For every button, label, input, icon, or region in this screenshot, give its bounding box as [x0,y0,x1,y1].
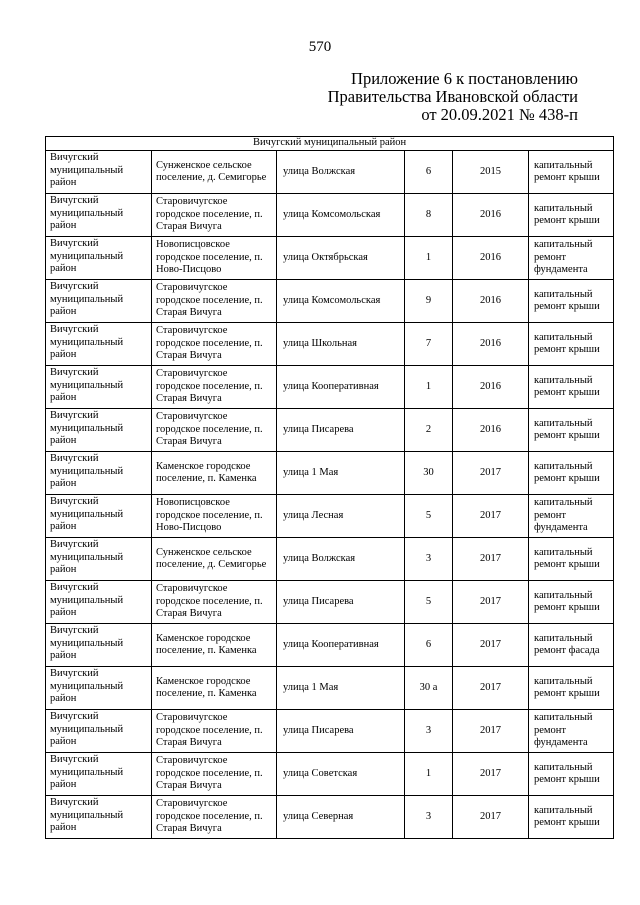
settlement-cell: Старовичугское городское поселение, п. Старая Вичуга [152,366,277,409]
settlement-cell: Старовичугское городское поселение, п. Старая Вичуга [152,581,277,624]
year-cell: 2016 [453,409,529,452]
district-cell: Вичугский муниципальный район [46,194,152,237]
table-row [46,409,614,452]
district-cell: Вичугский муниципальный район [46,151,152,194]
settlement-cell: Старовичугское городское поселение, п. Старая Вичуга [152,280,277,323]
house-number-cell: 5 [405,495,453,538]
settlement-cell: Сунженское сельское поселение, д. Семигорье [152,151,277,194]
table-row [46,151,614,194]
street-cell: улица Комсомольская [277,280,405,323]
house-number-cell: 9 [405,280,453,323]
year-cell: 2015 [453,151,529,194]
work-type-cell: капитальный ремонт крыши [529,409,614,452]
district-cell: Вичугский муниципальный район [46,452,152,495]
settlement-cell: Старовичугское городское поселение, п. Старая Вичуга [152,753,277,796]
settlement-cell: Каменское городское поселение, п. Каменка [152,667,277,710]
table-row [46,495,614,538]
header-line-2: Правительства Ивановской области [327,87,578,106]
year-cell: 2016 [453,237,529,280]
settlement-cell: Каменское городское поселение, п. Каменка [152,624,277,667]
district-cell: Вичугский муниципальный район [46,710,152,753]
settlement-cell: Старовичугское городское поселение, п. Старая Вичуга [152,796,277,839]
street-cell: улица Кооперативная [277,624,405,667]
work-type-cell: капитальный ремонт крыши [529,151,614,194]
settlement-cell: Новописцовское городское поселение, п. Ново-Писцово [152,495,277,538]
year-cell: 2017 [453,495,529,538]
work-type-cell: капитальный ремонт крыши [529,667,614,710]
settlement-cell: Старовичугское городское поселение, п. Старая Вичуга [152,194,277,237]
year-cell: 2016 [453,323,529,366]
page-number: 570 [308,39,332,55]
district-cell: Вичугский муниципальный район [46,796,152,839]
house-number-cell: 30 а [405,667,453,710]
street-cell: улица Волжская [277,151,405,194]
house-number-cell: 30 [405,452,453,495]
table-row [46,452,614,495]
table-row [46,323,614,366]
section-header-row [46,137,614,151]
year-cell: 2016 [453,366,529,409]
street-cell: улица Школьная [277,323,405,366]
district-cell: Вичугский муниципальный район [46,624,152,667]
year-cell: 2016 [453,280,529,323]
street-cell: улица Северная [277,796,405,839]
table-row [46,194,614,237]
street-cell: улица Волжская [277,538,405,581]
work-type-cell: капитальный ремонт крыши [529,366,614,409]
house-number-cell: 3 [405,538,453,581]
table-row [46,538,614,581]
street-cell: улица Писарева [277,710,405,753]
year-cell: 2017 [453,624,529,667]
work-type-cell: капитальный ремонт фундамента [529,710,614,753]
table-row [46,667,614,710]
street-cell: улица Писарева [277,581,405,624]
street-cell: улица 1 Мая [277,667,405,710]
house-number-cell: 2 [405,409,453,452]
district-cell: Вичугский муниципальный район [46,323,152,366]
work-type-cell: капитальный ремонт крыши [529,323,614,366]
table-row [46,753,614,796]
work-type-cell: капитальный ремонт крыши [529,194,614,237]
table-row [46,796,614,839]
district-cell: Вичугский муниципальный район [46,495,152,538]
document-header [328,70,578,124]
house-number-cell: 6 [405,624,453,667]
district-cell: Вичугский муниципальный район [46,538,152,581]
district-cell: Вичугский муниципальный район [46,753,152,796]
work-type-cell: капитальный ремонт крыши [529,796,614,839]
street-cell: улица 1 Мая [277,452,405,495]
district-cell: Вичугский муниципальный район [46,581,152,624]
year-cell: 2017 [453,581,529,624]
work-type-cell: капитальный ремонт фундамента [529,237,614,280]
district-cell: Вичугский муниципальный район [46,667,152,710]
house-number-cell: 3 [405,710,453,753]
buildings-table [45,136,614,839]
district-cell: Вичугский муниципальный район [46,280,152,323]
street-cell: улица Писарева [277,409,405,452]
work-type-cell: капитальный ремонт крыши [529,538,614,581]
house-number-cell: 3 [405,796,453,839]
header-line-3: от 20.09.2021 № 438-п [421,105,578,124]
year-cell: 2017 [453,667,529,710]
table-row [46,581,614,624]
year-cell: 2017 [453,753,529,796]
settlement-cell: Старовичугское городское поселение, п. Старая Вичуга [152,409,277,452]
street-cell: улица Лесная [277,495,405,538]
house-number-cell: 7 [405,323,453,366]
street-cell: улица Октябрьская [277,237,405,280]
year-cell: 2017 [453,796,529,839]
table-row [46,366,614,409]
work-type-cell: капитальный ремонт фасада [529,624,614,667]
district-cell: Вичугский муниципальный район [46,237,152,280]
work-type-cell: капитальный ремонт фундамента [529,495,614,538]
header-line-1: Приложение 6 к постановлению [351,69,578,88]
work-type-cell: капитальный ремонт крыши [529,753,614,796]
street-cell: улица Кооперативная [277,366,405,409]
settlement-cell: Старовичугское городское поселение, п. Старая Вичуга [152,710,277,753]
house-number-cell: 6 [405,151,453,194]
settlement-cell: Сунженское сельское поселение, д. Семигорье [152,538,277,581]
district-cell: Вичугский муниципальный район [46,366,152,409]
house-number-cell: 1 [405,366,453,409]
house-number-cell: 1 [405,753,453,796]
settlement-cell: Каменское городское поселение, п. Каменка [152,452,277,495]
table-row [46,710,614,753]
settlement-cell: Новописцовское городское поселение, п. Ново-Писцово [152,237,277,280]
settlement-cell: Старовичугское городское поселение, п. Старая Вичуга [152,323,277,366]
section-title: Вичугский муниципальный район [46,137,614,151]
work-type-cell: капитальный ремонт крыши [529,581,614,624]
table-row [46,624,614,667]
table-row [46,237,614,280]
year-cell: 2017 [453,452,529,495]
year-cell: 2016 [453,194,529,237]
house-number-cell: 8 [405,194,453,237]
house-number-cell: 5 [405,581,453,624]
street-cell: улица Комсомольская [277,194,405,237]
year-cell: 2017 [453,710,529,753]
year-cell: 2017 [453,538,529,581]
district-cell: Вичугский муниципальный район [46,409,152,452]
street-cell: улица Советская [277,753,405,796]
work-type-cell: капитальный ремонт крыши [529,280,614,323]
table-row [46,280,614,323]
house-number-cell: 1 [405,237,453,280]
work-type-cell: капитальный ремонт крыши [529,452,614,495]
